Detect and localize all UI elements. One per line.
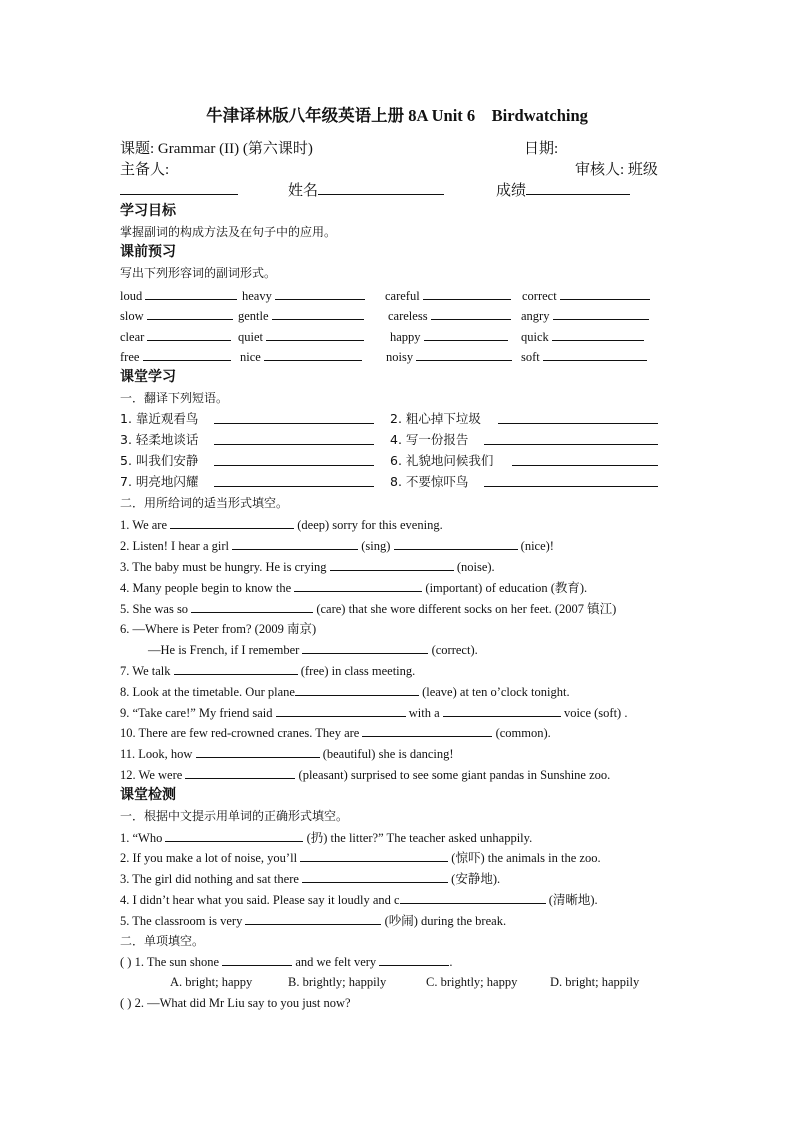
check-part1-title: 一．根据中文提示用单词的正确形式填空。 — [120, 809, 349, 823]
check-item: 4. I didn’t hear what you said. Please say it loudly and c (清晰地). — [120, 893, 598, 907]
adj-word: careless — [388, 307, 511, 324]
mc-option: C. brightly; happy — [426, 975, 518, 989]
exercise-item: 12. We were (pleasant) surprised to see some giant pandas in Sunshine zoo. — [120, 768, 611, 782]
class-line — [120, 182, 238, 199]
exercise-item: 4. Many people begin to know the (important) of education (教育). — [120, 581, 588, 595]
exercise-item: —He is French, if I remember (correct). — [148, 643, 478, 657]
mc-option: D. bright; happily — [550, 975, 640, 989]
part1-title: 一．翻译下列短语。 — [120, 391, 229, 405]
exercise-item: 3. The baby must be hungry. He is crying (noise). — [120, 560, 495, 574]
exercise-item: 2. Listen! I hear a girl (sing) (nice)! — [120, 539, 554, 553]
lesson-topic: 课题: Grammar (II) (第六课时) — [120, 141, 313, 157]
mc-question: ( ) 2. —What did Mr Liu say to you just now? — [120, 996, 351, 1010]
adj-word: quick — [521, 328, 644, 345]
phrase-item: 5. 叫我们安静 — [120, 453, 199, 468]
check-item: 2. If you make a lot of noise, you’ll (惊吓) the animals in the zoo. — [120, 851, 601, 865]
exercise-item: 10. There are few red-crowned cranes. They are (common). — [120, 726, 551, 740]
exercise-item: 5. She was so (care) that she wore different socks on her feet. (2007 镇江) — [120, 602, 617, 616]
score-blank — [526, 182, 630, 195]
exercise-item: 7. We talk (free) in class meeting. — [120, 664, 416, 678]
check-item: 3. The girl did nothing and sat there (安静地). — [120, 872, 501, 886]
reviewer-class-label: 审核人: 班级 — [575, 162, 658, 178]
part2-title: 二．用所给词的适当形式填空。 — [120, 496, 289, 510]
exercise-item: 8. Look at the timetable. Our plane (leave) at ten o’clock tonight. — [120, 685, 570, 699]
phrase-item: 1. 靠近观看鸟 — [120, 411, 199, 426]
check-item: 5. The classroom is very (吵闹) during the break. — [120, 914, 507, 928]
phrase-item: 3. 轻柔地谈话 — [120, 432, 199, 447]
preview-heading: 课前预习 — [120, 244, 176, 260]
adj-word: loud — [120, 287, 237, 304]
adj-word: quiet — [238, 328, 364, 345]
adj-word: noisy — [386, 348, 512, 365]
adj-word: clear — [120, 328, 231, 345]
mc-option: B. brightly; happily — [288, 975, 387, 989]
phrase-item: 7. 明亮地闪耀 — [120, 474, 199, 489]
name-label: 姓名 — [288, 183, 319, 199]
adj-word: angry — [521, 307, 649, 324]
check-item: 1. “Who (扔) the litter?” The teacher asked unhappily. — [120, 831, 533, 845]
goals-text: 掌握副词的构成方法及在句子中的应用。 — [120, 225, 337, 239]
adj-word: happy — [390, 328, 508, 345]
name-field — [288, 182, 444, 199]
phrase-item: 4. 写一份报告 — [390, 432, 469, 447]
adj-word: free — [120, 348, 231, 365]
exercise-item: 11. Look, how (beautiful) she is dancing! — [120, 747, 454, 761]
name-blank — [318, 182, 444, 195]
check-heading: 课堂检测 — [120, 787, 176, 803]
preparer-label: 主备人: — [120, 162, 170, 178]
phrase-item: 2. 粗心掉下垃圾 — [390, 411, 481, 426]
exercise-item: 9. “Take care!” My friend said with a voice (soft) . — [120, 706, 628, 720]
exercise-item: 1. We are (deep) sorry for this evening. — [120, 518, 443, 532]
goals-heading: 学习目标 — [120, 203, 176, 219]
adj-word: heavy — [242, 287, 365, 304]
score-label: 成绩 — [496, 183, 527, 199]
exercise-item: 6. —Where is Peter from? (2009 南京) — [120, 622, 317, 636]
adj-word: nice — [240, 348, 362, 365]
adj-word: slow — [120, 307, 233, 324]
adj-word: correct — [522, 287, 650, 304]
score-field — [496, 182, 630, 199]
phrase-item: 6. 礼貌地问候我们 — [390, 453, 494, 468]
phrase-item: 8. 不要惊吓鸟 — [390, 474, 469, 489]
classwork-heading: 课堂学习 — [120, 369, 176, 385]
preview-instruction: 写出下列形容词的副词形式。 — [120, 266, 277, 280]
adj-word: soft — [521, 348, 647, 365]
mc-option: A. bright; happy — [170, 975, 253, 989]
mc-question: ( ) 1. The sun shone and we felt very . — [120, 955, 453, 969]
adj-word: careful — [385, 287, 511, 304]
date-label: 日期: — [524, 141, 559, 157]
adj-word: gentle — [238, 307, 364, 324]
check-part2-title: 二．单项填空。 — [120, 934, 205, 948]
page-title: 牛津译林版八年级英语上册 8A Unit 6 Birdwatching — [206, 106, 588, 125]
